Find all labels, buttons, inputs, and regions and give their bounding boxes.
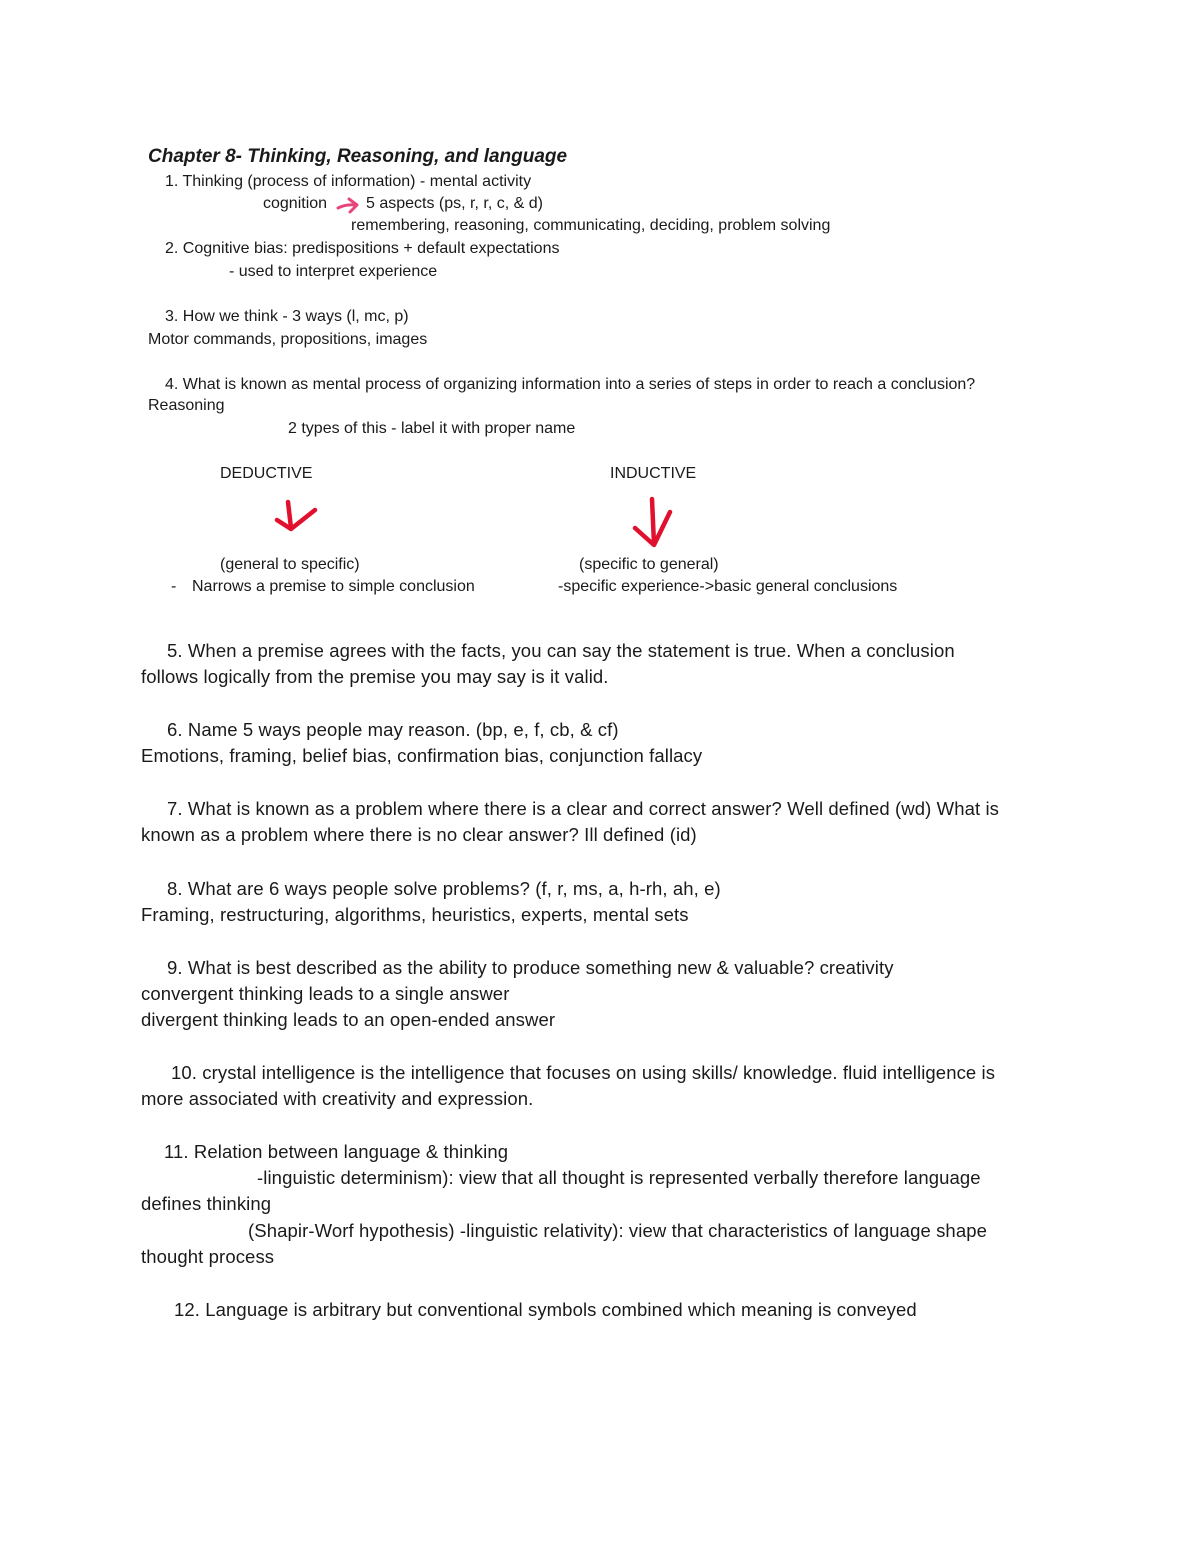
question-11-line-1: 11. Relation between language & thinking xyxy=(164,1141,509,1162)
question-11-line-4: (Shapir-Worf hypothesis) -linguistic relativity): view that characteristics of language shape xyxy=(248,1220,987,1241)
section-2-heading: 2. Cognitive bias: predispositions + default expectations xyxy=(165,240,560,257)
question-6-line-1: 6. Name 5 ways people may reason. (bp, e, f, cb, & cf) xyxy=(167,719,619,740)
section-4-types-prompt: 2 types of this - label it with proper name xyxy=(288,420,576,437)
question-8-line-2: Framing, restructuring, algorithms, heuristics, experts, mental sets xyxy=(141,904,689,925)
question-9-line-3: divergent thinking leads to an open-ended answer xyxy=(141,1009,556,1030)
red-arrow-down-icon xyxy=(630,496,676,552)
pink-arrow-icon xyxy=(336,196,362,214)
deductive-note: Narrows a premise to simple conclusion xyxy=(192,578,475,595)
inductive-direction: (specific to general) xyxy=(579,556,719,573)
deductive-bullet: - xyxy=(171,578,177,595)
question-5-line-1: 5. When a premise agrees with the facts, you can say the statement is true. When a conclusion xyxy=(167,640,955,661)
inductive-note: -specific experience->basic general conclusions xyxy=(558,578,898,595)
question-9-line-1: 9. What is best described as the ability to produce something new & valuable? creativity xyxy=(167,957,894,978)
deductive-direction: (general to specific) xyxy=(220,556,360,573)
question-11-line-2: -linguistic determinism): view that all thought is represented verbally therefore language xyxy=(257,1167,981,1188)
deductive-label: DEDUCTIVE xyxy=(220,465,313,482)
question-10-line-2: more associated with creativity and expression. xyxy=(141,1088,534,1109)
cognition-label: cognition xyxy=(263,195,328,212)
section-3-heading: 3. How we think - 3 ways (l, mc, p) xyxy=(165,308,409,325)
question-5-line-2: follows logically from the premise you may say is it valid. xyxy=(141,666,609,687)
question-9-line-2: convergent thinking leads to a single answer xyxy=(141,983,510,1004)
section-4-answer: Reasoning xyxy=(148,397,225,414)
chapter-title: Chapter 8- Thinking, Reasoning, and language xyxy=(148,146,568,167)
question-11-line-5: thought process xyxy=(141,1246,275,1267)
question-11-line-3: defines thinking xyxy=(141,1193,272,1214)
section-4-heading: 4. What is known as mental process of organizing information into a series of steps in order to reach a conclusion? xyxy=(165,376,976,393)
red-arrow-down-icon xyxy=(270,498,320,534)
inductive-label: INDUCTIVE xyxy=(610,465,697,482)
aspects-list: remembering, reasoning, communicating, deciding, problem solving xyxy=(351,217,831,234)
question-6-line-2: Emotions, framing, belief bias, confirmation bias, conjunction fallacy xyxy=(141,745,703,766)
section-2-detail: - used to interpret experience xyxy=(229,263,438,280)
question-8-line-1: 8. What are 6 ways people solve problems? (f, r, ms, a, h-rh, ah, e) xyxy=(167,878,721,899)
question-10-line-1: 10. crystal intelligence is the intelligence that focuses on using skills/ knowledge. fluid intelligence is xyxy=(171,1062,996,1083)
section-1-heading: 1. Thinking (process of information) - mental activity xyxy=(165,173,532,190)
five-aspects: 5 aspects (ps, r, r, c, & d) xyxy=(366,195,543,212)
question-7-line-2: known as a problem where there is no clear answer? Ill defined (id) xyxy=(141,824,697,845)
section-3-detail: Motor commands, propositions, images xyxy=(148,331,428,348)
question-12-line-1: 12. Language is arbitrary but conventional symbols combined which meaning is conveyed xyxy=(174,1299,917,1320)
question-7-line-1: 7. What is known as a problem where there is a clear and correct answer? Well defined (wd) What is xyxy=(167,798,1000,819)
